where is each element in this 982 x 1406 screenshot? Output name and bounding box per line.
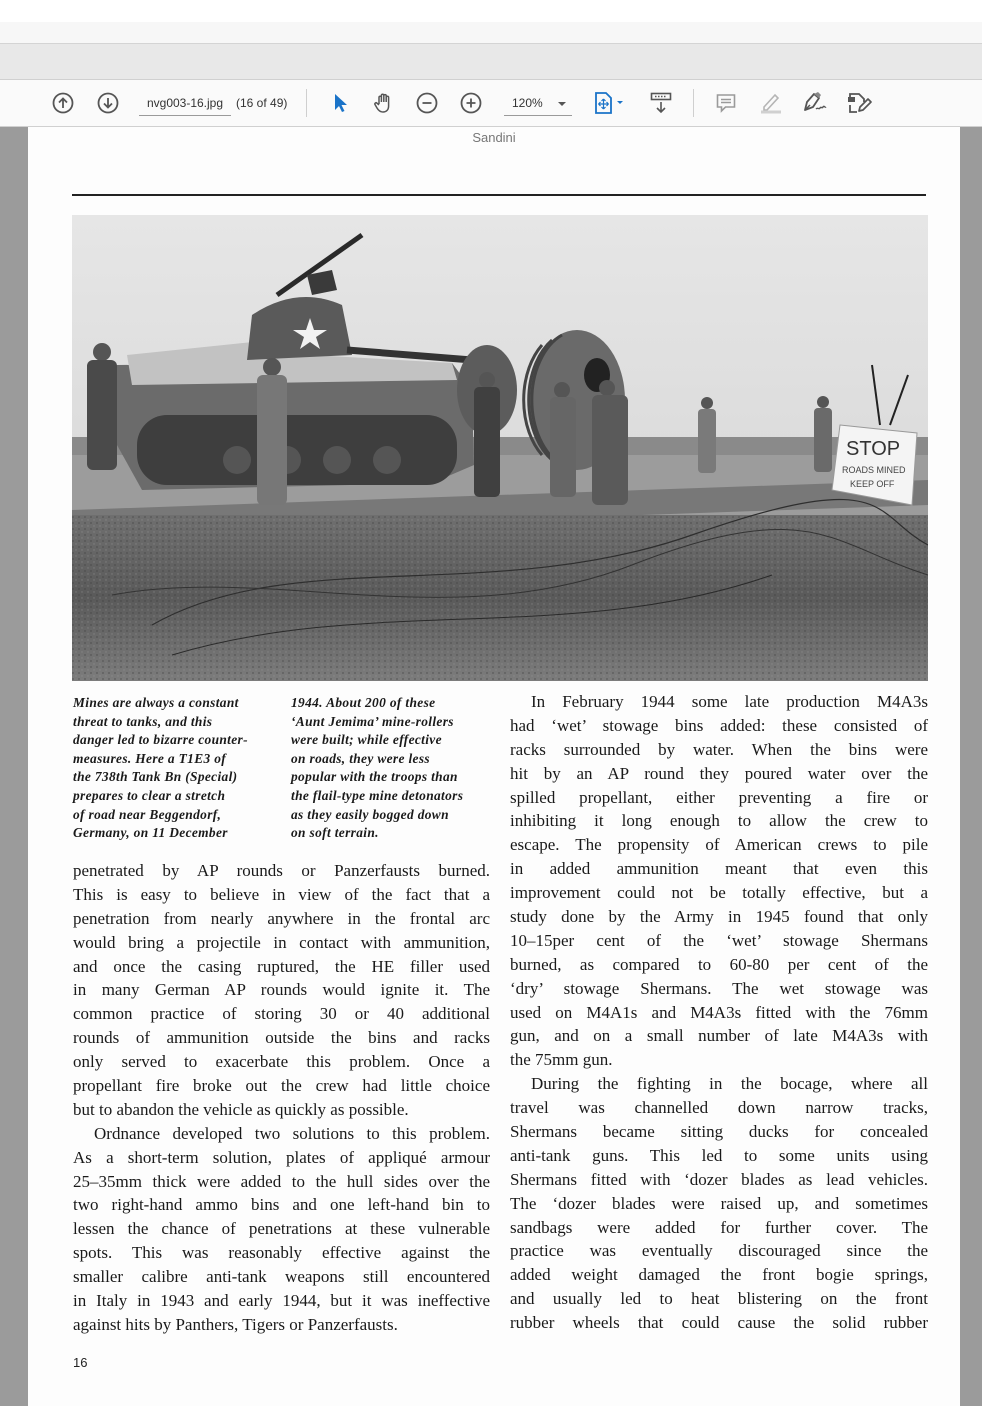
photo-caption-right: 1944. About 200 of these ‘Aunt Jemima’ mine-rollers were built; while effective on roads, they were less popular with the troops than the flail-type mine detonators as they easily bogged down on soft terrain.	[291, 695, 464, 841]
menu-bar	[0, 22, 982, 44]
text-line: Shermans fitted with ‘dozer blades as lead vehicles.	[510, 1169, 928, 1189]
text-line: and usually led to heat blistering on the front	[510, 1289, 928, 1309]
text-line: and once the casing ruptured, the HE filler used	[73, 956, 490, 976]
tank-photograph	[72, 215, 928, 681]
body-column-right	[510, 690, 928, 1335]
text-line: had ‘wet’ stowage bins added: these consisted of	[510, 715, 928, 735]
photo-caption-left: Mines are always a constant threat to tanks, and this danger led to bizarre counter- measures. Here a T1E3 of the 738th Tank Bn (Special) prepares to clear a stretch of road near Beggendorf, Germany, on 11 December	[73, 695, 248, 841]
text-line: would bring a projectile in contact with ammunition,	[73, 932, 490, 952]
text-line: Shermans became sitting ducks for concealed	[510, 1122, 928, 1142]
toolbar-separator	[306, 89, 307, 117]
highlighter-icon	[758, 91, 784, 115]
text-line: two right-hand ammo bins and one left-hand bin to	[73, 1195, 490, 1215]
next-page-button[interactable]	[96, 91, 120, 115]
text-line: against hits by Panthers, Tigers or Panzerfausts.	[73, 1314, 398, 1334]
zoom-in-button[interactable]	[459, 91, 483, 115]
comment-icon	[715, 92, 737, 114]
text-line: in Italy in 1943 and early 1944, but it was ineffective	[73, 1291, 490, 1311]
text-line: common practice of storing 30 or 40 additional	[73, 1004, 490, 1024]
text-line: As a short-term solution, plates of appliqué armour	[73, 1147, 490, 1167]
text-line: used on M4A1s and M4A3s fitted with the 76mm	[510, 1002, 928, 1022]
arrow-down-circle-icon	[97, 92, 119, 114]
text-line: rounds of ammunition outside the bins and racks	[73, 1028, 490, 1048]
text-line: escape. The propensity of American crews to pile	[510, 835, 928, 855]
text-line: burned, as compared to 60-80 per cent of the	[510, 954, 928, 974]
text-line: spots. This was reasonably effective against the	[73, 1243, 490, 1263]
fit-page-icon	[593, 91, 627, 115]
page-count: (16 of 49)	[236, 96, 288, 110]
file-name-field[interactable]: nvg003-16.jpg	[139, 93, 231, 116]
text-line: This is easy to believe in view of the fact that a	[73, 884, 490, 904]
text-line: lessen the chance of penetrations at these vulnerable	[73, 1219, 490, 1239]
sign-text-roads: ROADS MINED	[842, 465, 906, 475]
running-head: Sandini	[472, 130, 516, 145]
text-line: gun, and on a small number of late M4A3s with	[510, 1026, 928, 1046]
fill-sign-button[interactable]	[844, 89, 874, 117]
fill-sign-icon	[845, 90, 873, 116]
text-line: only served to exacerbate this problem. Once a	[73, 1052, 490, 1072]
toolbar-separator	[693, 89, 694, 117]
body-column-left	[73, 859, 490, 1337]
text-line: in many German AP rounds would ignite it. The	[73, 980, 490, 1000]
plus-circle-icon	[460, 92, 482, 114]
text-line: travel was channelled down narrow tracks,	[510, 1098, 928, 1118]
text-line: study done by the Army in 1945 found that only	[510, 907, 928, 927]
text-line: The ‘dozer blades were raised up, and sometimes	[510, 1193, 928, 1213]
tab-strip	[0, 44, 982, 80]
text-line: inhibiting it long enough to allow the crew to	[510, 811, 928, 831]
sign-text-keep-off: KEEP OFF	[850, 479, 895, 489]
hand-tool-button[interactable]	[370, 89, 398, 117]
photo-illustration	[72, 215, 928, 681]
text-line: sandbags were added for further cover. The	[510, 1217, 928, 1237]
text-line: racks surrounded by water. When the bins were	[510, 739, 928, 759]
text-line: During the fighting in the bocage, where all	[531, 1074, 928, 1094]
arrow-up-circle-icon	[52, 92, 74, 114]
comment-button[interactable]	[713, 90, 739, 116]
pen-sign-icon	[801, 90, 829, 116]
sign-text-stop: STOP	[846, 438, 901, 460]
text-line: Ordnance developed two solutions to this problem.	[94, 1123, 490, 1143]
text-line: hit by an AP round they poured water over the	[510, 763, 928, 783]
text-line: propellant fire broke out the crew had little choice	[73, 1076, 490, 1096]
text-line: but to abandon the vehicle as quickly as possible.	[73, 1099, 409, 1119]
fit-page-button[interactable]	[592, 90, 628, 116]
minus-circle-icon	[416, 92, 438, 114]
highlight-button[interactable]	[757, 90, 785, 116]
text-line: anti-tank guns. This led to some units using	[510, 1145, 928, 1165]
prev-page-button[interactable]	[51, 91, 75, 115]
text-line: spilled propellant, either preventing a fire or	[510, 787, 928, 807]
cursor-arrow-icon	[332, 92, 348, 114]
text-line: ‘dry’ stowage Shermans. The wet stowage was	[510, 978, 928, 998]
text-line: added weight damaged the front bogie springs,	[510, 1265, 928, 1285]
window-top-strip	[0, 0, 982, 22]
select-tool-button[interactable]	[328, 91, 352, 115]
text-line: the 75mm gun.	[510, 1050, 613, 1070]
zoom-level-dropdown[interactable]	[504, 93, 572, 116]
sign-button[interactable]	[800, 89, 830, 117]
zoom-out-button[interactable]	[415, 91, 439, 115]
text-line: penetration from nearly anywhere in the frontal arc	[73, 908, 490, 928]
zoom-level-value: 120%	[512, 96, 543, 110]
text-line: rubber wheels that could cause the solid rubber	[510, 1313, 928, 1333]
text-line: 25–35mm thick were added to the hull sides over the	[73, 1171, 490, 1191]
text-line: 10–15per cent of the ‘wet’ stowage Shermans	[510, 930, 928, 950]
text-line: In February 1944 some late production M4A3s	[531, 692, 928, 711]
text-line: penetrated by AP rounds or Panzerfausts burned.	[73, 861, 490, 880]
page-number: 16	[73, 1355, 88, 1370]
chevron-down-icon	[558, 102, 566, 106]
hand-icon	[372, 91, 396, 115]
text-line: in added ammunition meant that even this	[510, 859, 928, 879]
scroll-mode-button[interactable]	[647, 90, 675, 116]
text-line: practice was eventually discouraged since the	[510, 1241, 928, 1261]
text-line: improvement could not be totally effective, but a	[510, 883, 928, 903]
scroll-mode-icon	[649, 91, 673, 115]
header-rule	[72, 194, 926, 196]
text-line: smaller calibre anti-tank weapons still encountered	[73, 1267, 490, 1287]
